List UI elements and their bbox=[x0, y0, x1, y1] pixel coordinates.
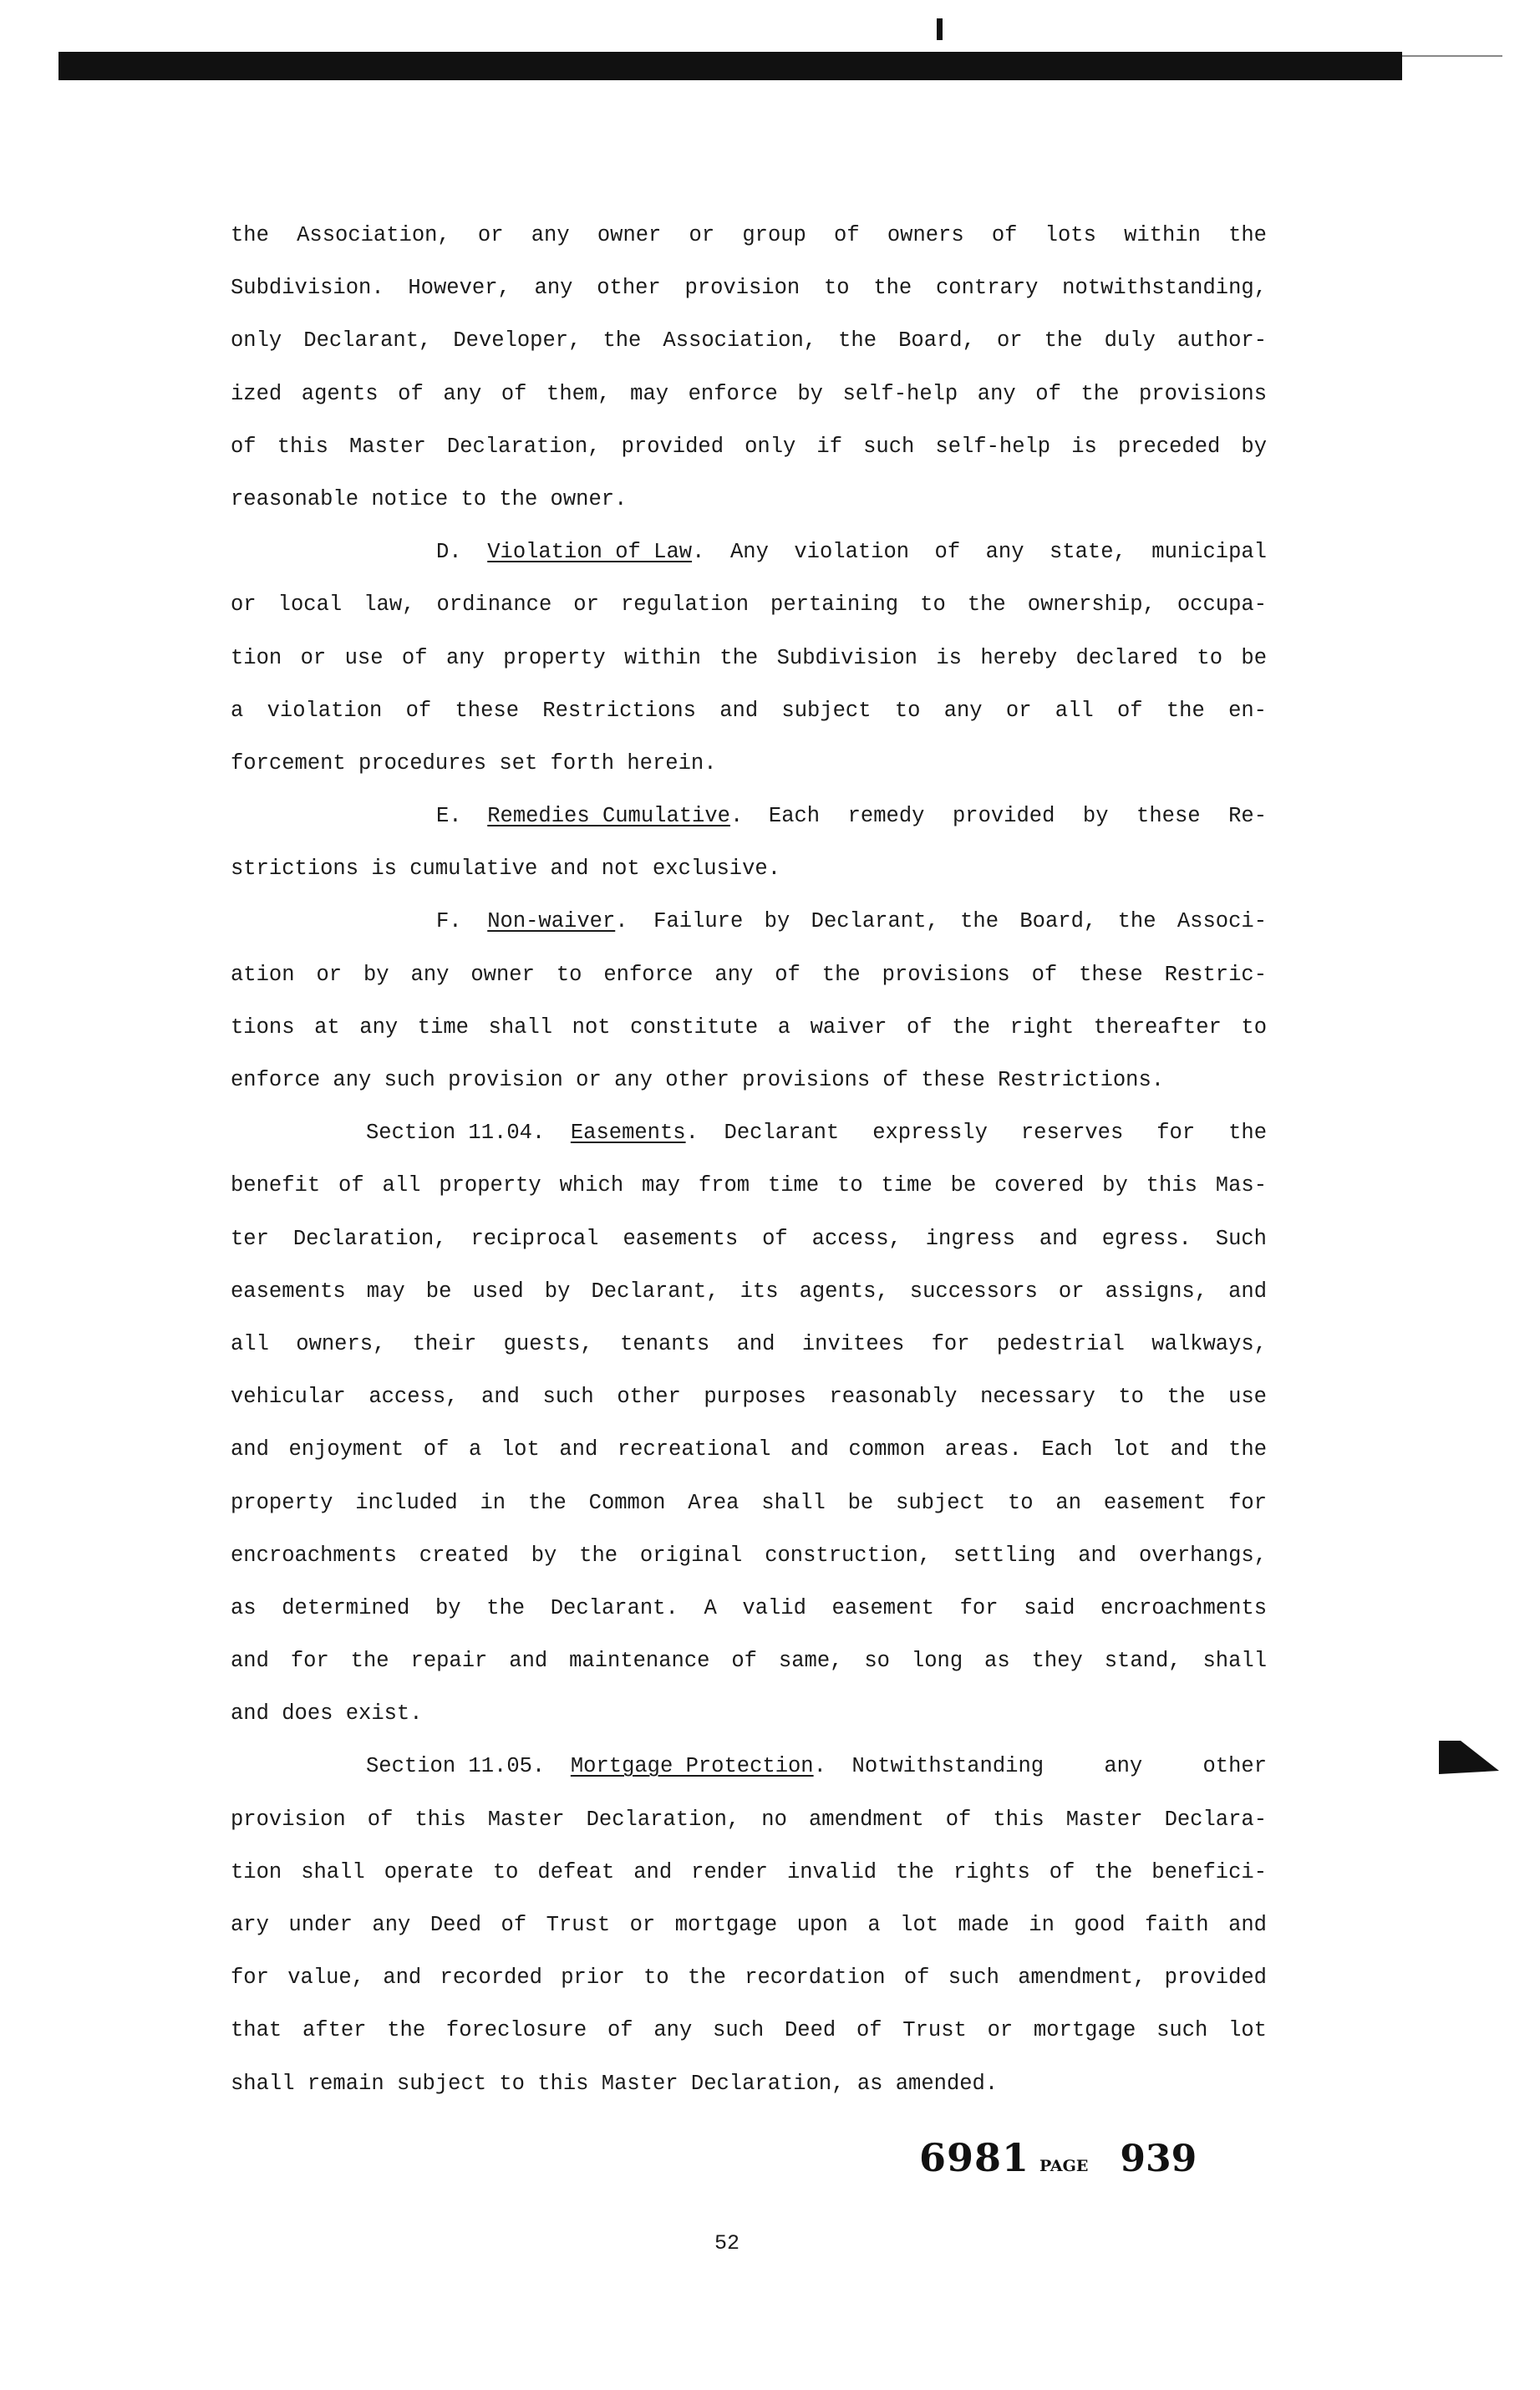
stamp-page-label: PAGE bbox=[1039, 2157, 1089, 2175]
text-line: ter Declaration, reciprocal easements of access, ingress and egress. Such bbox=[231, 1226, 1267, 1251]
heading-line-text: Any violation of any state, municipal bbox=[729, 540, 1267, 565]
text-line: all owners, their guests, tenants and invitees for pedestrial walkways, bbox=[231, 1331, 1267, 1356]
document-body bbox=[231, 209, 1267, 2110]
text-line: and for the repair and maintenance of same, so long as they stand, shall bbox=[231, 1649, 1267, 1674]
text-line: Subdivision. However, any other provision to the contrary notwithstanding, bbox=[231, 276, 1267, 301]
heading-line-text: Each remedy provided by these Re- bbox=[768, 804, 1267, 829]
section-heading: Non-waiver bbox=[487, 909, 616, 934]
paragraph bbox=[231, 526, 1267, 790]
section-label: Section 11.05. bbox=[366, 1754, 546, 1779]
section-label: Section 11.04. bbox=[366, 1121, 546, 1146]
text-line: ation or by any owner to enforce any of the provisions of these Restric- bbox=[231, 962, 1267, 987]
scan-header-bar bbox=[58, 52, 1402, 80]
text-line: tions at any time shall not constitute a waiver of the right thereafter to bbox=[231, 1014, 1267, 1040]
text-line: or local law, ordinance or regulation pertaining to the ownership, occupa- bbox=[231, 592, 1267, 618]
paragraph-heading-line: D. Violation of Law . Any violation of any state, municipal bbox=[231, 526, 1267, 578]
text-line: tion shall operate to defeat and render invalid the rights of the benefici- bbox=[231, 1859, 1267, 1884]
paragraph bbox=[231, 790, 1267, 895]
paragraph bbox=[231, 895, 1267, 1106]
stamp-page-number: 939 bbox=[1120, 2138, 1197, 2180]
heading-line-text: Failure by Declarant, the Board, the Associ- bbox=[653, 909, 1267, 934]
text-line: ized agents of any of them, may enforce by self-help any of the provisions bbox=[231, 381, 1267, 406]
section-heading: Easements bbox=[570, 1121, 686, 1146]
text-line: easements may be used by Declarant, its agents, successors or assigns, and bbox=[231, 1279, 1267, 1304]
text-line: reasonable notice to the owner. bbox=[231, 486, 628, 511]
text-line: tion or use of any property within the Subdivision is hereby declared to be bbox=[231, 645, 1267, 670]
text-line: benefit of all property which may from time to time be covered by this Mas- bbox=[231, 1173, 1267, 1198]
text-line: and enjoyment of a lot and recreational and common areas. Each lot and the bbox=[231, 1437, 1267, 1462]
recording-stamp bbox=[919, 2135, 1197, 2180]
scan-mark bbox=[937, 18, 943, 40]
text-line: enforce any such provision or any other provisions of these Restrictions. bbox=[231, 1068, 1165, 1092]
text-line: the Association, or any owner or group of owners of lots within the bbox=[231, 223, 1267, 247]
section-label: F. bbox=[436, 909, 462, 934]
text-line: only Declarant, Developer, the Association, the Board, or the duly author- bbox=[231, 328, 1267, 353]
paragraph-heading-line: F. Non-waiver . Failure by Declarant, the Board, the Associ- bbox=[231, 895, 1267, 948]
text-line: vehicular access, and such other purposes reasonably necessary to the use bbox=[231, 1385, 1267, 1410]
paragraph-heading-line: E. Remedies Cumulative . Each remedy provided by these Re- bbox=[231, 790, 1267, 842]
section-heading: Violation of Law bbox=[487, 540, 693, 565]
heading-line-text: Declarant expressly reserves for the bbox=[724, 1121, 1267, 1146]
section-label: E. bbox=[436, 804, 462, 829]
text-line: as determined by the Declarant. A valid easement for said encroachments bbox=[231, 1595, 1267, 1620]
text-line: ary under any Deed of Trust or mortgage upon a lot made in good faith and bbox=[231, 1913, 1267, 1937]
scan-edge-tab bbox=[1439, 1736, 1499, 1779]
section-heading: Mortgage Protection bbox=[570, 1754, 814, 1779]
text-line: encroachments created by the original construction, settling and overhangs, bbox=[231, 1543, 1267, 1568]
text-line: shall remain subject to this Master Declaration, as amended. bbox=[231, 2071, 999, 2096]
paragraph-heading-line: Section 11.04. Easements . Declarant expressly reserves for the bbox=[231, 1106, 1267, 1159]
heading-line-text: Notwithstanding any other bbox=[851, 1754, 1267, 1779]
paragraph bbox=[231, 1740, 1267, 2109]
text-line: for value, and recorded prior to the recordation of such amendment, provided bbox=[231, 1965, 1267, 1991]
scan-header-rule bbox=[1402, 55, 1502, 57]
page-number: 52 bbox=[714, 2231, 740, 2255]
text-line: that after the foreclosure of any such Deed of Trust or mortgage such lot bbox=[231, 2018, 1267, 2043]
stamp-book-number: 6981 bbox=[919, 2135, 1030, 2180]
text-line: property included in the Common Area shall be subject to an easement for bbox=[231, 1490, 1267, 1515]
paragraph-heading-line: Section 11.05. Mortgage Protection . Notwithstanding any other bbox=[231, 1740, 1267, 1792]
text-line: provision of this Master Declaration, no amendment of this Master Declara- bbox=[231, 1807, 1267, 1832]
text-line: of this Master Declaration, provided only if such self-help is preceded by bbox=[231, 434, 1267, 459]
section-heading: Remedies Cumulative bbox=[487, 804, 730, 829]
text-line: forcement procedures set forth herein. bbox=[231, 750, 717, 775]
text-line: a violation of these Restrictions and subject to any or all of the en- bbox=[231, 698, 1267, 723]
paragraph bbox=[231, 209, 1267, 526]
text-line: strictions is cumulative and not exclusive. bbox=[231, 857, 781, 882]
text-line: and does exist. bbox=[231, 1701, 423, 1726]
section-label: D. bbox=[436, 540, 462, 565]
paragraph bbox=[231, 1106, 1267, 1740]
